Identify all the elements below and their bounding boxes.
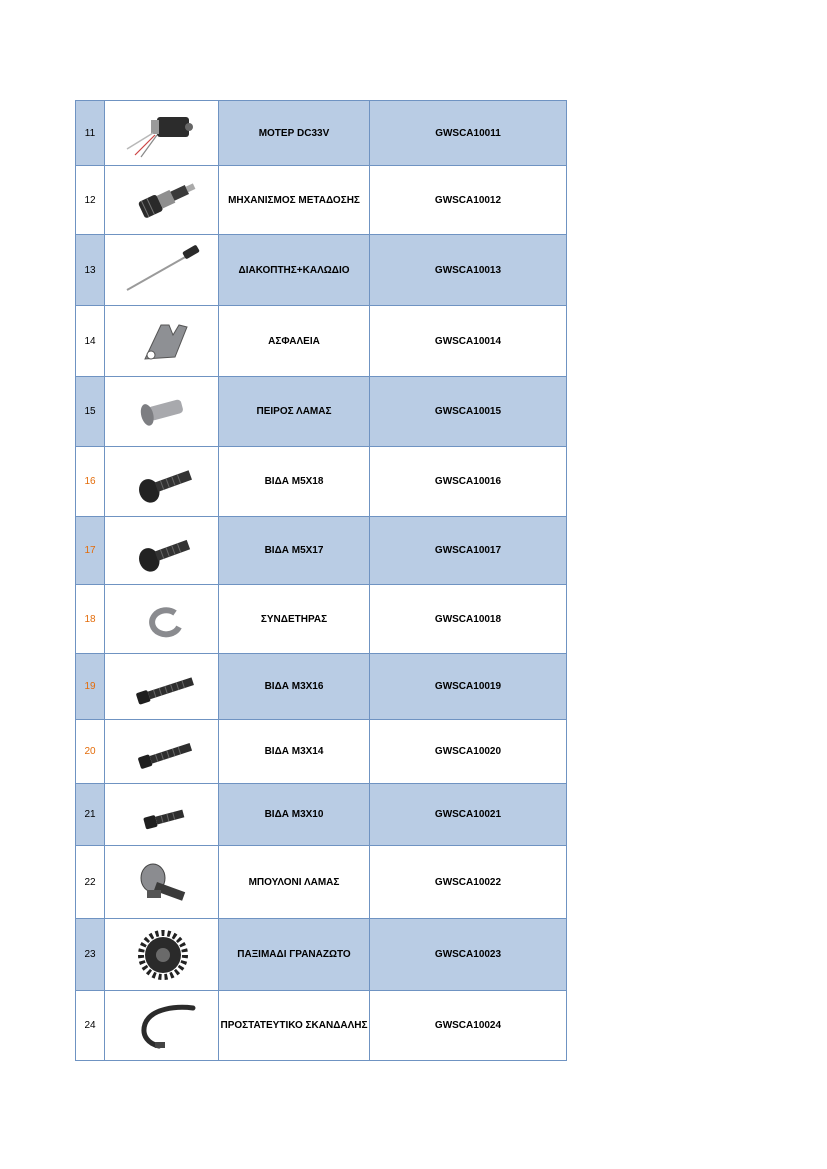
switch-cable-icon (117, 242, 207, 298)
row-number: 13 (76, 235, 105, 306)
part-description: ΒΙΔΑ M5X18 (219, 447, 370, 517)
gear-nut-icon (117, 927, 207, 983)
long-screw-icon (117, 724, 207, 780)
long-screw-icon (117, 659, 207, 715)
part-code: GWSCA10023 (370, 919, 567, 991)
table-row (76, 991, 567, 1061)
row-number: 18 (76, 585, 105, 654)
row-number: 20 (76, 720, 105, 784)
part-image (105, 919, 219, 991)
part-code: GWSCA10016 (370, 447, 567, 517)
part-description: ΜΗΧΑΝΙΣΜΟΣ ΜΕΤΑΔΟΣΗΣ (219, 166, 370, 235)
table-row (76, 377, 567, 447)
part-image (105, 517, 219, 585)
part-code: GWSCA10020 (370, 720, 567, 784)
part-description: ΣΥΝΔΕΤΗΡΑΣ (219, 585, 370, 654)
part-description: ΜΠΟΥΛΟΝΙ ΛΑΜΑΣ (219, 846, 370, 919)
part-image (105, 377, 219, 447)
part-code: GWSCA10011 (370, 101, 567, 166)
row-number: 11 (76, 101, 105, 166)
part-image (105, 447, 219, 517)
safety-clip-icon (117, 313, 207, 369)
row-number: 22 (76, 846, 105, 919)
part-description: ΠΕΙΡΟΣ ΛΑΜΑΣ (219, 377, 370, 447)
row-number: 17 (76, 517, 105, 585)
table-row (76, 919, 567, 991)
part-code: GWSCA10014 (370, 306, 567, 377)
part-description: ΒΙΔΑ M5X17 (219, 517, 370, 585)
row-number: 15 (76, 377, 105, 447)
table-row (76, 654, 567, 720)
part-image (105, 720, 219, 784)
part-image (105, 166, 219, 235)
row-number: 21 (76, 784, 105, 846)
row-number: 14 (76, 306, 105, 377)
part-image (105, 306, 219, 377)
table-row (76, 846, 567, 919)
table-row (76, 720, 567, 784)
table-row (76, 447, 567, 517)
part-image (105, 654, 219, 720)
short-screw-icon (117, 787, 207, 843)
table-row (76, 101, 567, 166)
part-description: ΒΙΔΑ M3X10 (219, 784, 370, 846)
parts-table (75, 100, 567, 1061)
part-description: ΠΑΞΙΜΑΔΙ ΓΡΑΝΑΖΩΤΟ (219, 919, 370, 991)
part-image (105, 846, 219, 919)
part-description: ΒΙΔΑ M3X14 (219, 720, 370, 784)
table-row (76, 585, 567, 654)
part-description: ΜΟΤΕΡ DC33V (219, 101, 370, 166)
row-number: 16 (76, 447, 105, 517)
part-code: GWSCA10017 (370, 517, 567, 585)
part-code: GWSCA10018 (370, 585, 567, 654)
motor-icon (117, 105, 207, 161)
row-number: 12 (76, 166, 105, 235)
part-description: ΠΡΟΣΤΑΤΕΥΤΙΚΟ ΣΚΑΝΔΑΛΗΣ (219, 991, 370, 1061)
row-number: 19 (76, 654, 105, 720)
table-row (76, 306, 567, 377)
part-code: GWSCA10022 (370, 846, 567, 919)
part-image (105, 585, 219, 654)
part-description: ΔΙΑΚΟΠΤΗΣ+ΚΑΛΩΔΙΟ (219, 235, 370, 306)
part-code: GWSCA10024 (370, 991, 567, 1061)
blade-pin-icon (117, 384, 207, 440)
screw-icon (117, 454, 207, 510)
table-row (76, 784, 567, 846)
part-code: GWSCA10019 (370, 654, 567, 720)
row-number: 24 (76, 991, 105, 1061)
blade-bolt-icon (117, 854, 207, 910)
row-number: 23 (76, 919, 105, 991)
part-image (105, 784, 219, 846)
part-code: GWSCA10012 (370, 166, 567, 235)
part-image (105, 101, 219, 166)
part-code: GWSCA10015 (370, 377, 567, 447)
e-clip-icon (117, 591, 207, 647)
screw-icon (117, 523, 207, 579)
part-image (105, 235, 219, 306)
part-description: ΑΣΦΑΛΕΙΑ (219, 306, 370, 377)
table-row (76, 235, 567, 306)
transmission-mechanism-icon (117, 172, 207, 228)
trigger-guard-icon (117, 998, 207, 1054)
table-row (76, 166, 567, 235)
part-code: GWSCA10021 (370, 784, 567, 846)
part-code: GWSCA10013 (370, 235, 567, 306)
part-description: ΒΙΔΑ M3X16 (219, 654, 370, 720)
table-row (76, 517, 567, 585)
part-image (105, 991, 219, 1061)
